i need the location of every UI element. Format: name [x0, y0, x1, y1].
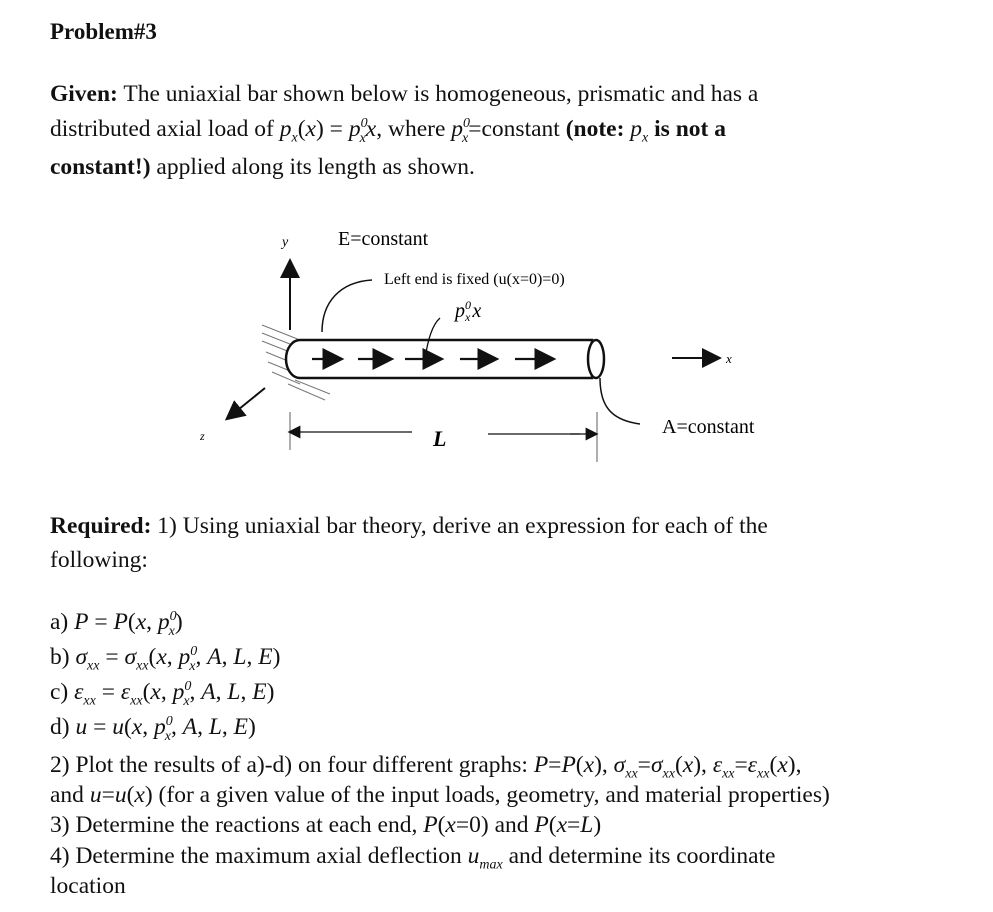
- given-text-3: applied along its length as shown.: [150, 154, 475, 180]
- task-2-text-2: (for a given value of the input loads, geometry, and material properties): [152, 782, 830, 808]
- reaction-right: P(x=L): [534, 812, 602, 838]
- z-axis-label: z: [200, 429, 205, 443]
- given-text-2c: =constant: [468, 116, 566, 142]
- task-2-u-graph: u=u(x): [89, 782, 153, 808]
- area-label: A=constant: [662, 416, 755, 438]
- y-axis-label: y: [282, 235, 289, 250]
- z-axis-arrow: [228, 388, 265, 418]
- load-label: $p^0$ x x: [455, 298, 482, 324]
- task-2-text: 2) Plot the results of a)-d) on four different graphs:: [50, 752, 534, 778]
- item-a-prefix: a): [50, 609, 75, 635]
- given-text-1: The uniaxial bar shown below is homogeneous, prismatic and has a: [117, 81, 759, 107]
- task-3-text: 3) Determine the reactions at each end,: [50, 812, 424, 838]
- task-2-line-1: [50, 751, 802, 782]
- note-rest: is not a: [648, 116, 726, 142]
- item-a: [50, 608, 183, 639]
- note-symbol: $p_x$: [630, 116, 649, 146]
- length-label: L: [433, 426, 447, 451]
- task-3-and: and: [488, 812, 535, 838]
- task-2-line-2: [50, 781, 830, 809]
- task-4-text: 4) Determine the maximum axial deflection: [50, 843, 468, 869]
- reaction-left: P(x=0): [423, 812, 489, 838]
- item-b-expression: $\sigma_{xx} = \sigma_{xx}(x$, $p^0_x$, A, L, E): [75, 644, 281, 674]
- fixed-end-label: Left end is fixed (u(x=0)=0): [384, 271, 565, 288]
- problem-title: Problem#3: [50, 19, 157, 44]
- area-leader-line: [600, 378, 640, 424]
- required-line-1: [50, 512, 768, 540]
- given-text-2b: , where: [376, 116, 452, 142]
- modulus-label: E=constant: [338, 228, 429, 250]
- given-text-2a: distributed axial load of: [50, 116, 280, 142]
- task-4-line-1: [50, 842, 776, 873]
- item-d: [50, 713, 256, 744]
- item-c-expression: $\varepsilon_{xx} = \varepsilon_{xx}(x$, $p^0_x$, A, L, E): [74, 679, 275, 709]
- required-line-2: following:: [50, 547, 148, 573]
- given-label: Given:: [50, 81, 118, 107]
- bar-end-face: [588, 340, 604, 378]
- item-c-prefix: c): [50, 679, 75, 705]
- item-d-prefix: d): [50, 714, 76, 740]
- given-text-3-bold: constant!): [50, 154, 151, 180]
- item-b-prefix: b): [50, 644, 76, 670]
- task-3: [50, 811, 601, 839]
- required-label: Required:: [50, 513, 152, 539]
- item-a-expression: P = P(x, $p^0_x$): [74, 609, 183, 639]
- load-constant-symbol: $p^0_x$: [451, 116, 471, 146]
- task-4-line-2: location: [50, 873, 126, 899]
- item-b: [50, 643, 281, 674]
- u-max-symbol: $u_{max}$: [467, 843, 503, 873]
- fixed-end-leader-line: [322, 280, 372, 332]
- note-label: (note:: [565, 116, 631, 142]
- item-c: [50, 678, 275, 709]
- required-text-1: 1) Using uniaxial bar theory, derive an expression for each of the: [151, 513, 768, 539]
- x-axis-label: x: [726, 351, 732, 366]
- item-d-expression: u = u(x, $p^0_x$, A, L, E): [75, 714, 256, 744]
- task-2-graphs: P=P(x), $\sigma_{xx}=\sigma_{xx}(x)$, $\varepsilon_{xx}=\varepsilon_{xx}(x)$,: [533, 752, 802, 782]
- load-expression: $p_x(x) = p^0_xx$: [279, 116, 377, 146]
- task-4-text-2: and determine its coordinate: [502, 843, 776, 869]
- task-2-and: and: [50, 782, 90, 808]
